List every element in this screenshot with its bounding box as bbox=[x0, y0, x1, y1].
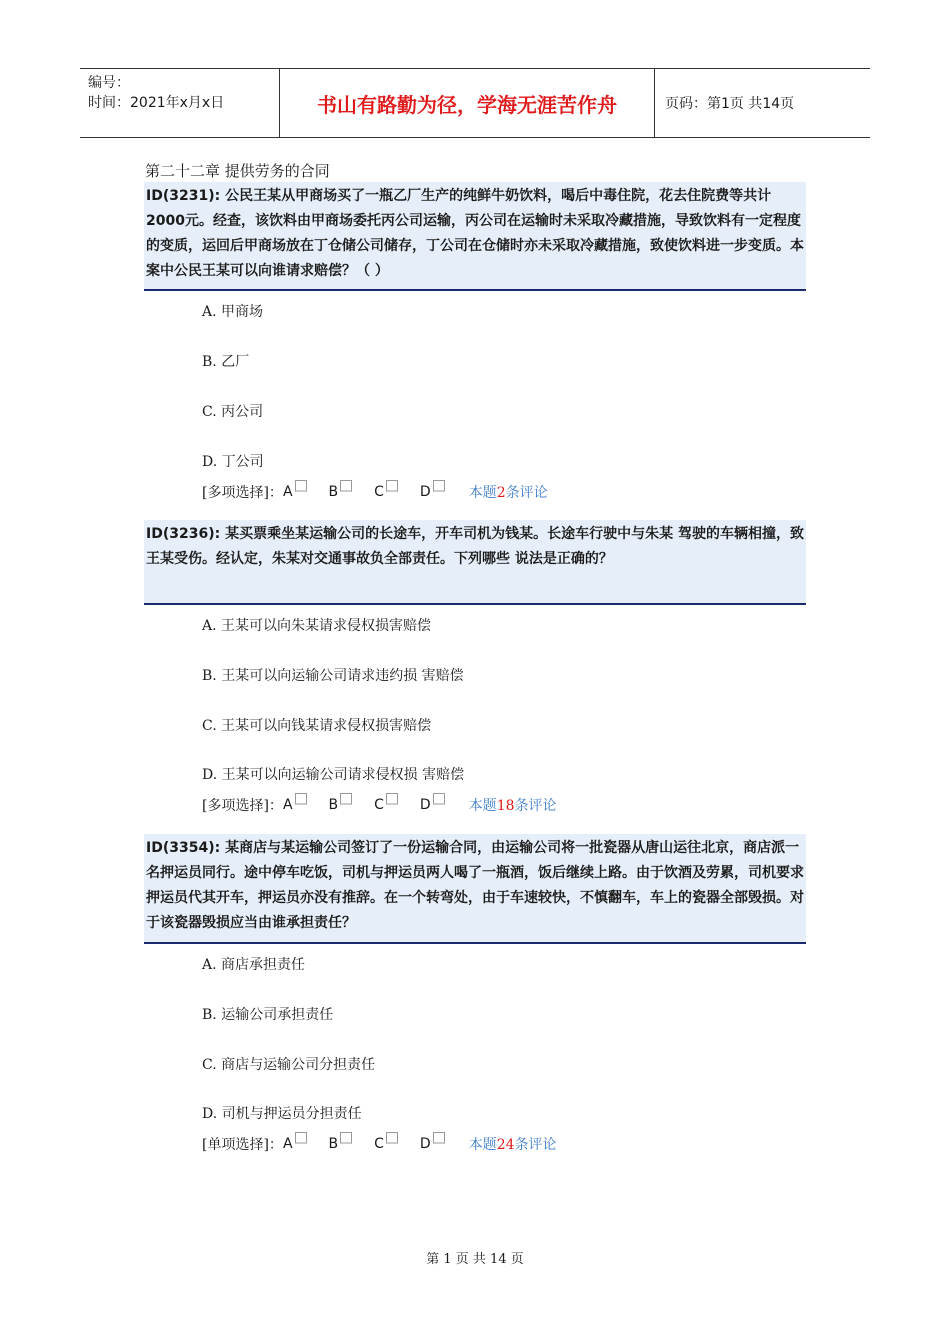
checkbox-b[interactable] bbox=[340, 793, 352, 805]
question-body: 公民王某从甲商场买了一瓶乙厂生产的纯鲜牛奶饮料，喝后中毒住院，花去住院费等共计2000元。经查，该饮料由甲商场委托丙公司运输，丙公司在运输时未采取冷藏措施，导致饮料有一定程度的变质，运回后甲商场放在丁仓储公司储存，丁公司在仓储时亦未采取冷藏措施，致使饮料进一步变质。本案中公民王某可以向谁请求赔偿？（ ） bbox=[146, 188, 804, 279]
checkbox-b[interactable] bbox=[340, 1132, 352, 1144]
question-id: ID(3236): bbox=[146, 526, 221, 542]
choice-letter-c: C bbox=[374, 484, 384, 500]
comment-suffix: 条评论 bbox=[505, 485, 548, 501]
question-text bbox=[146, 836, 804, 936]
question-id: ID(3231): bbox=[146, 188, 221, 204]
checkbox-b[interactable] bbox=[340, 480, 352, 492]
choice-type-label: [单项选择]： bbox=[202, 1137, 283, 1153]
choice-type-label: [多项选择]： bbox=[202, 798, 283, 814]
question-id: ID(3354): bbox=[146, 840, 221, 856]
choice-letter-c: C bbox=[374, 797, 384, 813]
choice-letter-a: A bbox=[282, 797, 293, 813]
answer-choice-row bbox=[202, 482, 548, 502]
question-body: 某买票乘坐某运输公司的长途车，开车司机为钱某。长途车行驶中与朱某 驾驶的车辆相撞，致王某受伤。经认定，朱某对交通事故负全部责任。下列哪些 说法是正确的？ bbox=[146, 526, 804, 567]
question-block bbox=[144, 520, 806, 605]
checkbox-a[interactable] bbox=[295, 793, 307, 805]
checkbox-d[interactable] bbox=[433, 793, 445, 805]
choice-letter-a: A bbox=[282, 1136, 293, 1152]
option-b[interactable]: B. 王某可以向运输公司请求违约损 害赔偿 bbox=[202, 668, 464, 684]
checkbox-d[interactable] bbox=[433, 1132, 445, 1144]
choice-letter-b: B bbox=[328, 797, 339, 813]
question-text bbox=[146, 184, 804, 284]
question-block bbox=[144, 182, 806, 291]
question-body: 某商店与某运输公司签订了一份运输合同，由运输公司将一批瓷器从唐山运往北京，商店派一名押运员同行。途中停车吃饭，司机与押运员两人喝了一瓶酒，饭后继续上路。由于饮酒及劳累，司机要求押运员代其开车，押运员亦没有推辞。在一个转弯处，由于车速较快，不慎翻车，车上的瓷器全部毁损。对于该瓷器毁损应当由谁承担责任？ bbox=[146, 840, 804, 931]
checkbox-c[interactable] bbox=[386, 793, 398, 805]
checkbox-c[interactable] bbox=[386, 480, 398, 492]
checkbox-d[interactable] bbox=[433, 480, 445, 492]
option-b[interactable]: B. 乙厂 bbox=[202, 354, 250, 370]
chapter-title: 第二十二章 提供劳务的合同 bbox=[145, 162, 330, 180]
comment-link[interactable] bbox=[469, 482, 548, 502]
choice-type-label: [多项选择]： bbox=[202, 485, 283, 501]
option-d[interactable]: D. 王某可以向运输公司请求侵权损 害赔偿 bbox=[202, 767, 465, 783]
comment-prefix: 本题 bbox=[468, 485, 497, 501]
comment-count: 24 bbox=[496, 1137, 515, 1153]
number-label: 编号： bbox=[88, 75, 130, 91]
page-info: 页码：第1页 共14页 bbox=[665, 96, 795, 112]
choice-letter-d: D bbox=[419, 484, 431, 500]
question-text bbox=[146, 522, 804, 572]
comment-suffix: 条评论 bbox=[514, 1137, 557, 1153]
choice-letter-d: D bbox=[419, 1136, 431, 1152]
option-c[interactable]: C. 丙公司 bbox=[202, 404, 264, 420]
checkbox-a[interactable] bbox=[295, 1132, 307, 1144]
header-meta bbox=[80, 69, 280, 137]
option-d[interactable]: D. 丁公司 bbox=[202, 454, 264, 470]
choice-letter-b: B bbox=[328, 1136, 339, 1152]
option-a[interactable]: A. 甲商场 bbox=[202, 304, 264, 320]
comment-count: 18 bbox=[496, 798, 515, 814]
option-c[interactable]: C. 商店与运输公司分担责任 bbox=[202, 1057, 376, 1073]
choice-letter-d: D bbox=[419, 797, 431, 813]
answer-choice-row bbox=[202, 795, 557, 815]
checkbox-a[interactable] bbox=[295, 480, 307, 492]
option-a[interactable]: A. 王某可以向朱某请求侵权损害赔偿 bbox=[202, 618, 432, 634]
question-block bbox=[144, 834, 806, 944]
comment-link[interactable] bbox=[469, 795, 557, 815]
comment-count: 2 bbox=[496, 485, 506, 501]
answer-choice-row bbox=[202, 1134, 557, 1154]
choice-letter-a: A bbox=[282, 484, 293, 500]
comment-prefix: 本题 bbox=[468, 798, 497, 814]
option-d[interactable]: D. 司机与押运员分担责任 bbox=[202, 1106, 362, 1122]
choice-letter-c: C bbox=[374, 1136, 384, 1152]
comment-link[interactable] bbox=[469, 1134, 557, 1154]
option-a[interactable]: A. 商店承担责任 bbox=[202, 957, 306, 973]
header-motto: 书山有路勤为径，学海无涯苦作舟 bbox=[280, 69, 655, 137]
comment-prefix: 本题 bbox=[468, 1137, 497, 1153]
time-label: 时间：2021年x月x日 bbox=[88, 95, 225, 111]
comment-suffix: 条评论 bbox=[514, 798, 557, 814]
document-header bbox=[80, 68, 870, 138]
page-footer: 第 1 页 共 14 页 bbox=[426, 1252, 524, 1267]
checkbox-c[interactable] bbox=[386, 1132, 398, 1144]
option-b[interactable]: B. 运输公司承担责任 bbox=[202, 1007, 334, 1023]
option-c[interactable]: C. 王某可以向钱某请求侵权损害赔偿 bbox=[202, 718, 432, 734]
choice-letter-b: B bbox=[328, 484, 339, 500]
